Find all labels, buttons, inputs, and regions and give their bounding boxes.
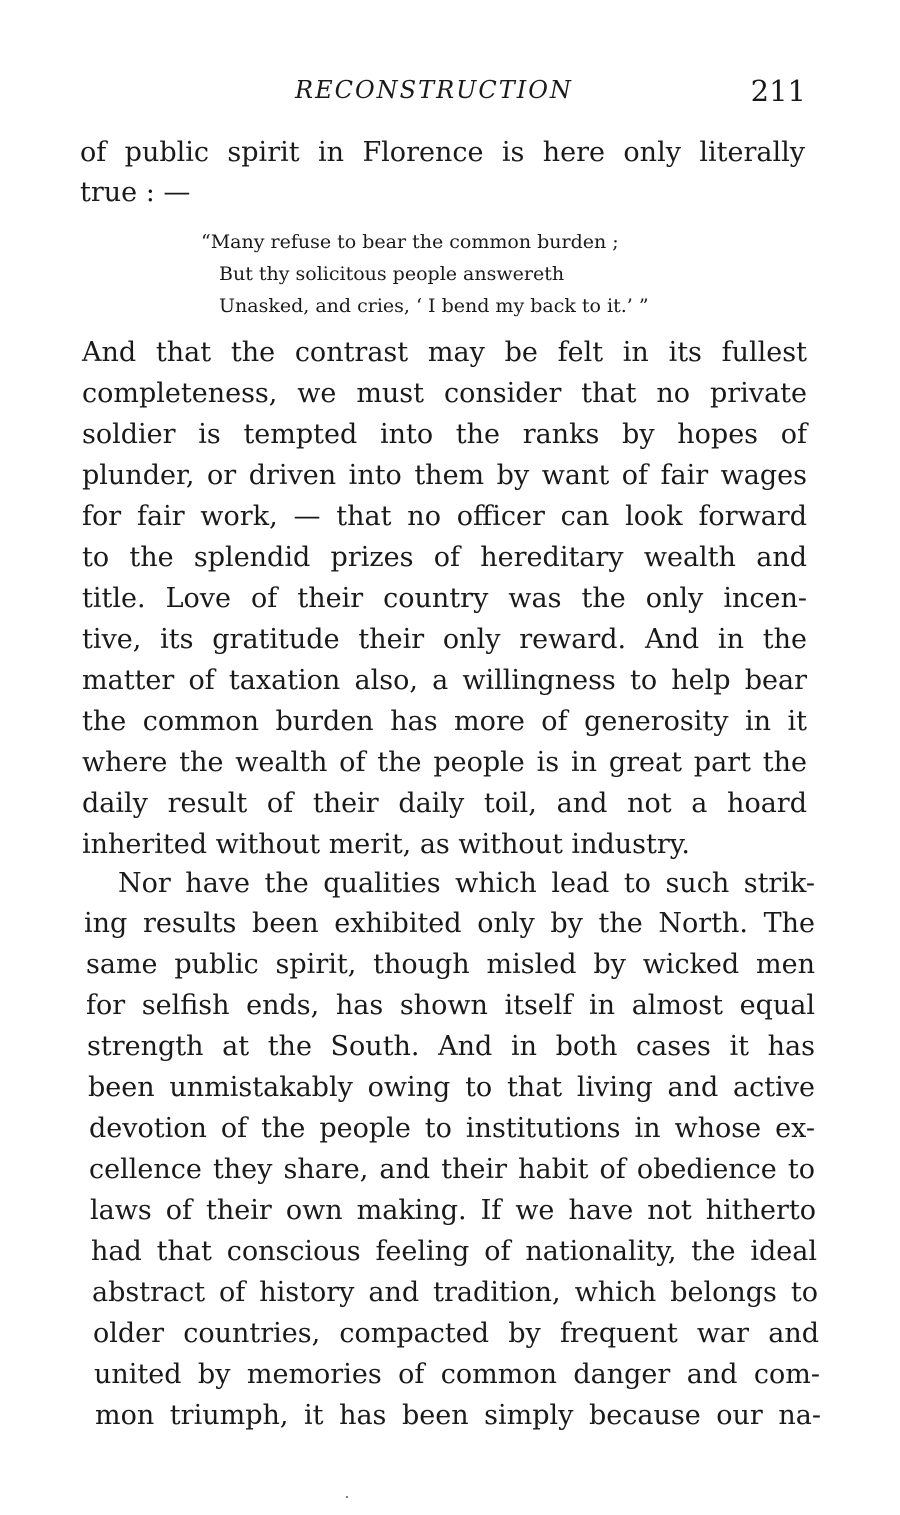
text-line: the common burden has more of generosity in it: [82, 706, 807, 737]
text-line: ing results been exhibited only by the North. The: [84, 908, 815, 939]
text-line: been unmistakably owing to that living and active: [88, 1072, 815, 1103]
text-line: where the wealth of the people is in great part the: [82, 747, 807, 778]
text-line: to the splendid prizes of hereditary wealth and: [82, 542, 807, 573]
text-line: plunder, or driven into them by want of fair wages: [82, 460, 807, 491]
speck: [346, 1496, 348, 1498]
text-line: abstract of history and tradition, which belongs to: [92, 1277, 818, 1308]
text-line: true : —: [80, 177, 191, 208]
page-number: 211: [750, 74, 806, 108]
text-line: cellence they share, and their habit of obedience to: [89, 1154, 815, 1185]
text-line: laws of their own making. If we have not hitherto: [90, 1195, 816, 1226]
text-line: matter of taxation also, a willingness to help bear: [82, 665, 807, 696]
text-line: older countries, compacted by frequent war and: [93, 1318, 819, 1349]
text-line: united by memories of common danger and com-: [94, 1359, 820, 1390]
quote-line: Unasked, and cries, ‘ I bend my back to it.’ ”: [219, 295, 649, 317]
text-line: for fair work, — that no officer can look forward: [82, 501, 807, 532]
text-line: had that conscious feeling of nationality, the ideal: [91, 1236, 817, 1267]
text-line: of public spirit in Florence is here only literally: [80, 137, 805, 168]
text-line: And that the contrast may be felt in its fullest: [82, 337, 807, 368]
text-line: Nor have the qualities which lead to such strik-: [118, 868, 815, 899]
text-line: tive, its gratitude their only reward. And in the: [82, 624, 807, 655]
quote-line: But thy solicitous people answereth: [219, 263, 565, 285]
text-line: soldier is tempted into the ranks by hopes of: [82, 419, 807, 450]
text-line: title. Love of their country was the only incen-: [82, 583, 807, 614]
text-line: mon triumph, it has been simply because our na-: [95, 1400, 821, 1431]
text-line: daily result of their daily toil, and not a hoard: [82, 788, 807, 819]
text-line: same public spirit, though misled by wicked men: [86, 949, 815, 980]
text-line: completeness, we must consider that no private: [82, 378, 807, 409]
text-line: devotion of the people to institutions in whose ex-: [89, 1113, 815, 1144]
quote-line: “Many refuse to bear the common burden ;: [201, 231, 619, 253]
text-line: for selfish ends, has shown itself in almost equal: [86, 990, 815, 1021]
running-title: RECONSTRUCTION: [295, 76, 573, 104]
text-line: strength at the South. And in both cases it has: [87, 1031, 815, 1062]
text-line: inherited without merit, as without industry.: [82, 829, 690, 860]
running-head: [80, 76, 810, 112]
